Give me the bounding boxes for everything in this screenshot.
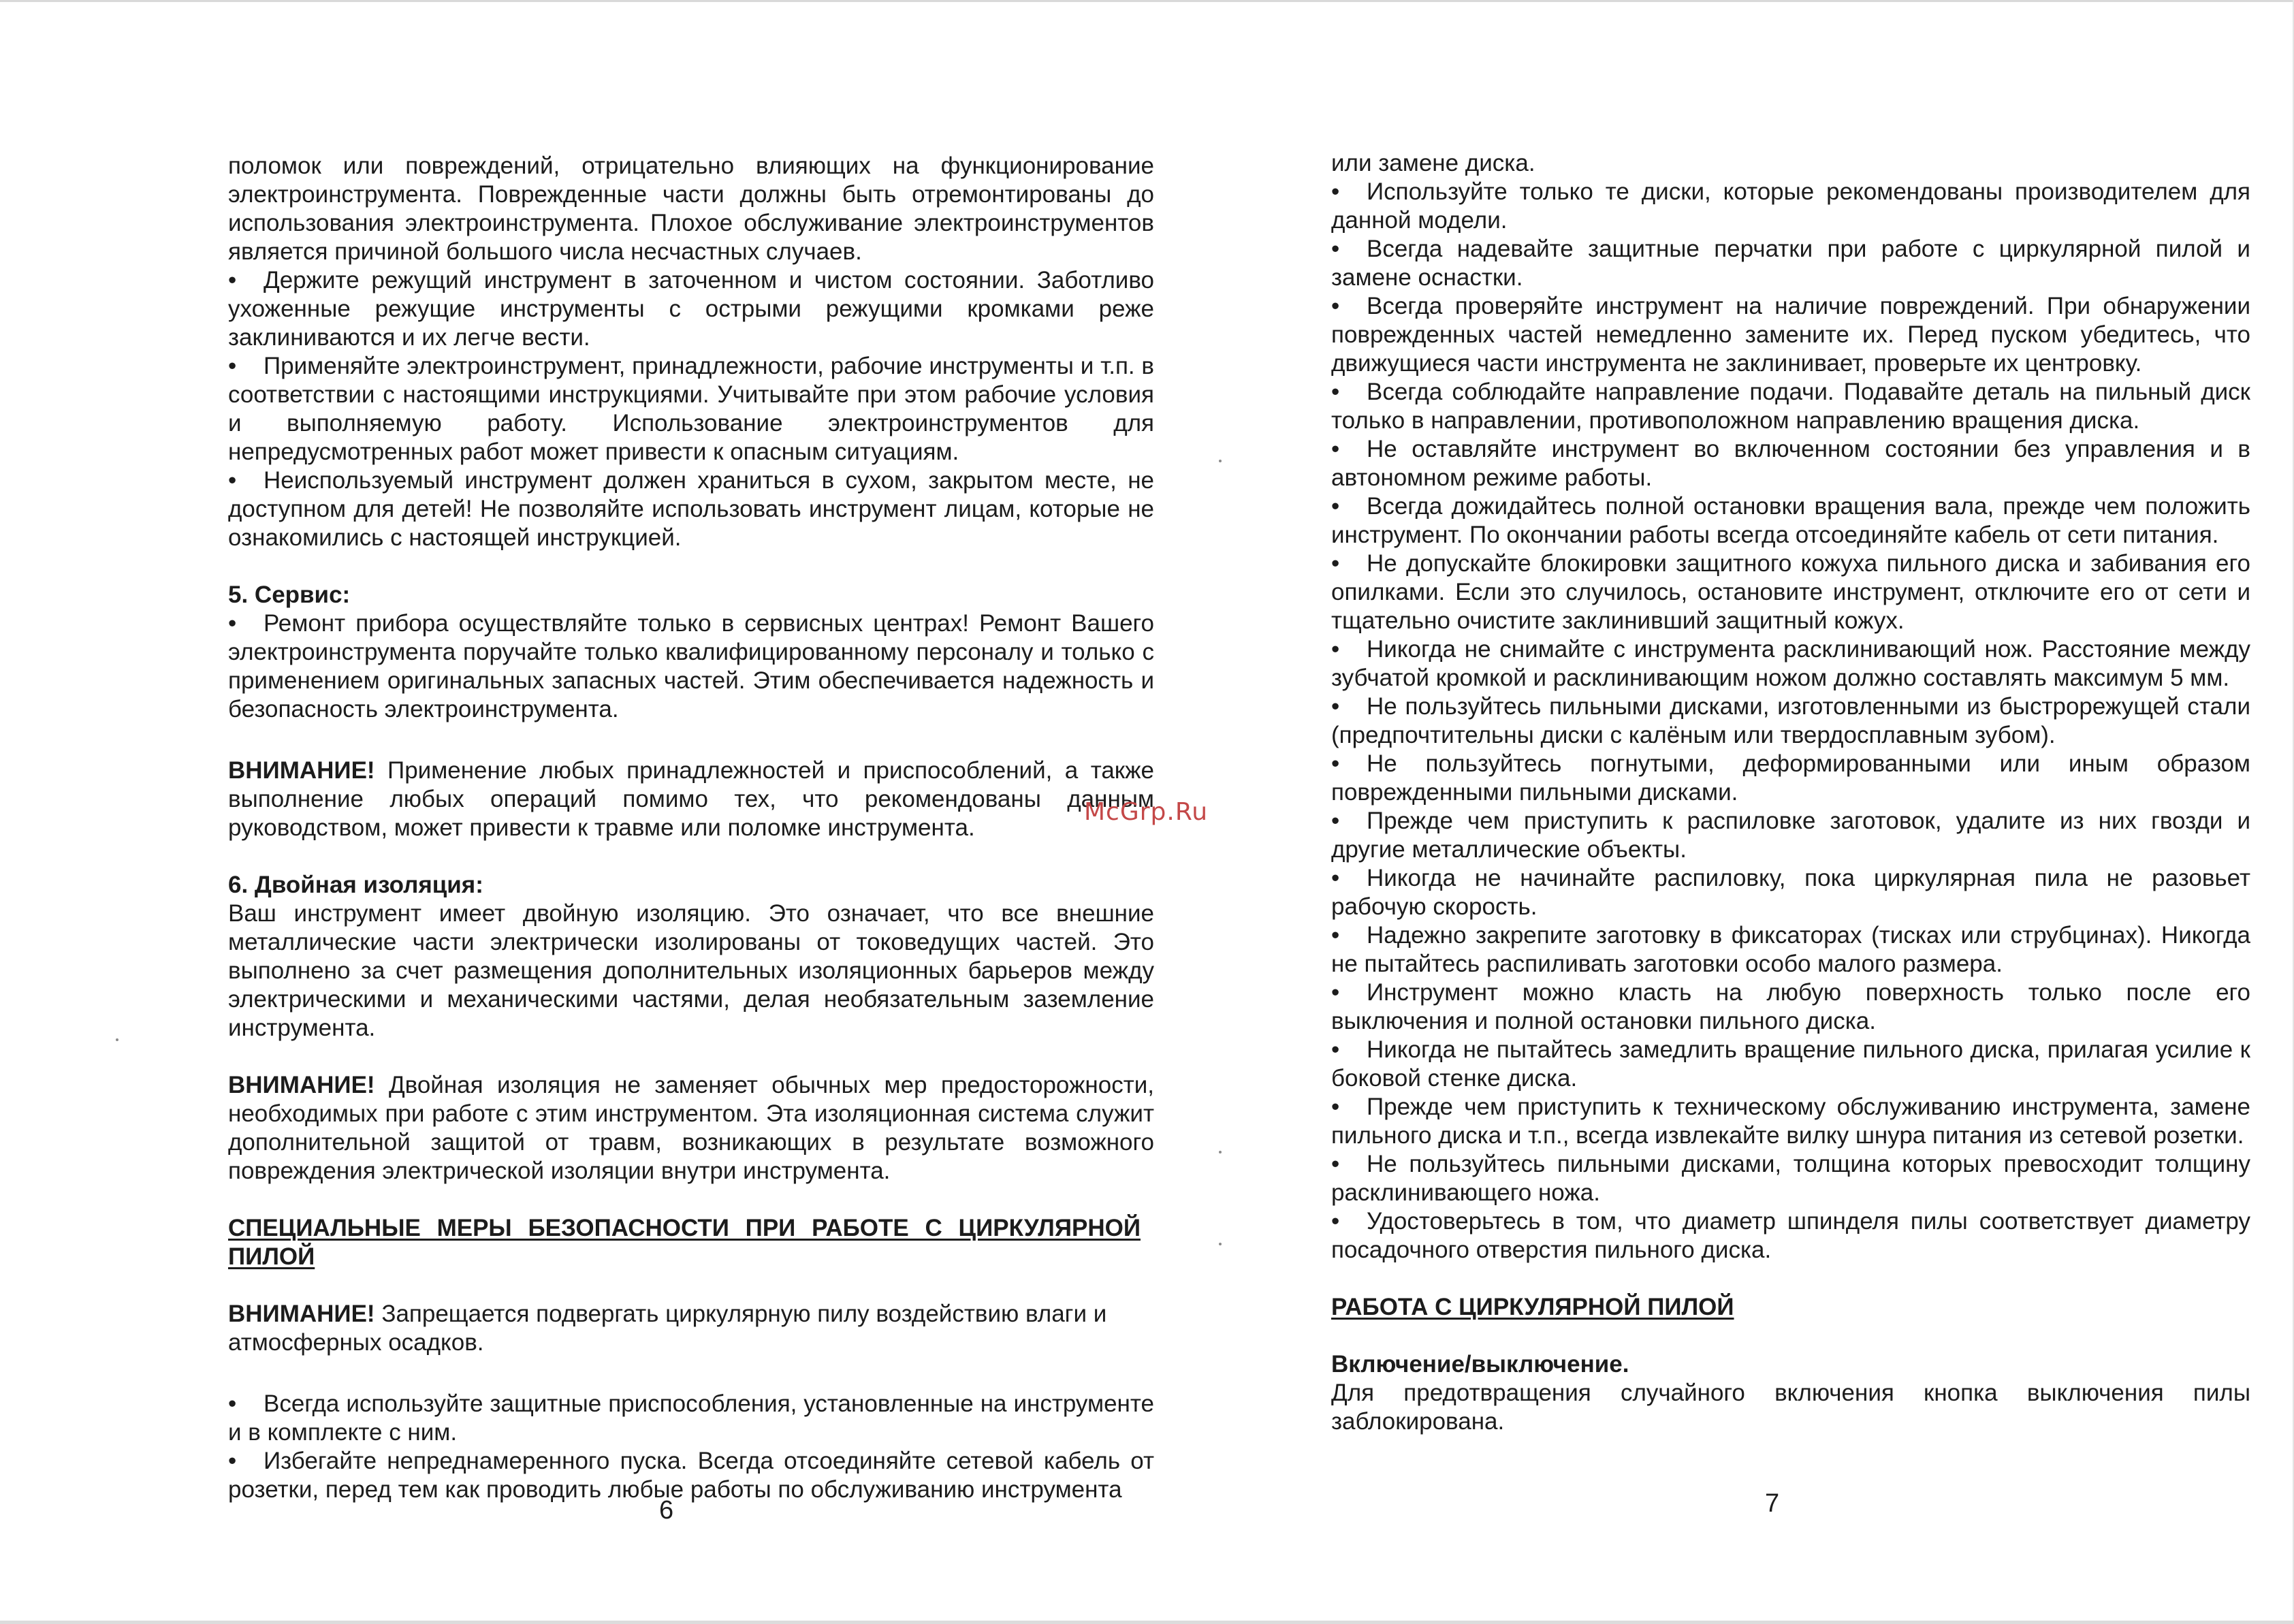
list-item: • Всегда надевайте защитные перчатки при работе с циркулярной пилой и замене оснастки. xyxy=(1331,236,2250,291)
bullet-glyph: • xyxy=(228,267,237,293)
top-edge xyxy=(0,0,2294,2)
warning-accessories: ВНИМАНИЕ! Применение любых принадлежностей и приспособлений, а также выполнение любых операций помимо тех, что рекомендованы данным руководством, может привести к травме или поломке инструмента. xyxy=(228,757,1154,841)
list-item: • Всегда дожидайтесь полной остановки вращения вала, прежде чем положить инструмент. По окончании работы всегда отсоединяйте кабель от сети питания. xyxy=(1331,493,2250,548)
list-item: • Никогда не пытайтесь замедлить вращение пильного диска, прилагая усилие к боковой стенке диска. xyxy=(1331,1036,2250,1092)
list-item: • Не пользуйтесь погнутыми, деформированными или иным образом поврежденными пильными дисками. xyxy=(1331,750,2250,806)
scan-speck xyxy=(1219,460,1222,462)
bullet-glyph: • xyxy=(1331,1036,1340,1063)
bullet-glyph: • xyxy=(1331,865,1340,891)
scan-speck xyxy=(1219,1151,1222,1153)
bullet-glyph: • xyxy=(1331,922,1340,949)
bullet-use-per-instructions: • Применяйте электроинструмент, принадлежности, рабочие инструменты и т.п. в соответствии с настоящими инструкциями. Учитывайте при этом рабочие условия и выполняемую работу. Использование электроинструментов для непредусмотренных работ может привести к опасным ситуациям. xyxy=(228,353,1154,465)
bullet-glyph: • xyxy=(1331,293,1340,319)
bullet-glyph: • xyxy=(1331,1151,1340,1177)
bullet-glyph: • xyxy=(1331,636,1340,663)
bottom-edge xyxy=(0,1621,2294,1624)
list-item: • Всегда соблюдайте направление подачи. Подавайте деталь на пильный диск только в направлении, противоположном направлению вращения диска. xyxy=(1331,379,2250,434)
on-off-heading: Включение/выключение. xyxy=(1331,1351,1629,1378)
list-item: • Удостоверьтесь в том, что диаметр шпинделя пилы соответствует диаметру посадочного отверстия пильного диска. xyxy=(1331,1208,2250,1263)
bullet-unintended-start: • Избегайте непреднамеренного пуска. Всегда отсоединяйте сетевой кабель от розетки, перед тем как проводить любые работы по обслуживанию инструмента xyxy=(228,1448,1154,1503)
bullet-glyph: • xyxy=(1331,693,1340,720)
bullet-glyph: • xyxy=(1331,236,1340,262)
list-item: • Инструмент можно класть на любую поверхность только после его выключения и полной остановки пильного диска. xyxy=(1331,979,2250,1034)
list-item: • Надежно закрепите заготовку в фиксаторах (тисках или струбцинах). Никогда не пытайтесь распиливать заготовки особо малого размера. xyxy=(1331,922,2250,977)
on-off-text: Для предотвращения случайного включения кнопка выключения пилы заблокирована. xyxy=(1331,1380,2250,1435)
list-item: • Не пользуйтесь пильными дисками, толщина которых превосходит толщину расклинивающего ножа. xyxy=(1331,1151,2250,1206)
list-item: • Никогда не начинайте распиловку, пока циркулярная пила не разовьет рабочую скорость. xyxy=(1331,865,2250,920)
scan-speck xyxy=(1219,1243,1222,1245)
bullet-glyph: • xyxy=(1331,750,1340,777)
bullet-glyph: • xyxy=(1331,436,1340,462)
bullet-glyph: • xyxy=(228,467,237,494)
left-para-continuation: поломок или повреждений, отрицательно влияющих на функционирование электроинструмента. Поврежденные части должны быть отремонтированы до использования электроинструмента. Плохое обслуживание электроинструментов является причиной большого числа несчастных случаев. xyxy=(228,153,1154,265)
warning-moisture: ВНИМАНИЕ! Запрещается подвергать циркулярную пилу воздействию влаги и атмосферных осадков. xyxy=(228,1301,1107,1356)
bullet-glyph: • xyxy=(1331,379,1340,405)
warning-label: ВНИМАНИЕ! xyxy=(228,1301,375,1327)
bullet-glyph: • xyxy=(1331,1094,1340,1120)
bullet-glyph: • xyxy=(1331,808,1340,834)
watermark-text: McGrp.Ru xyxy=(1084,798,1209,826)
warning-label: ВНИМАНИЕ! xyxy=(228,757,375,784)
service-heading: 5. Сервис: xyxy=(228,582,351,608)
right-continuation: или замене диска. xyxy=(1331,150,1535,176)
scan-speck xyxy=(116,1038,118,1041)
insulation-text: Ваш инструмент имеет двойную изоляцию. Это означает, что все внешние металлические части электрически изолированы от токоведущих частей. Это выполнено за счет размещения дополнительных изоляционных барьеров между электрическими и механическими частями, делая необязательным заземление инструмента. xyxy=(228,900,1154,1041)
list-item: • Прежде чем приступить к распиловке заготовок, удалите из них гвозди и другие металлические объекты. xyxy=(1331,808,2250,863)
bullet-sharp-tools: • Держите режущий инструмент в заточенном и чистом состоянии. Заботливо ухоженные режущие инструменты с острыми режущими кромками реже заклиниваются и их легче вести. xyxy=(228,267,1154,351)
work-with-saw-heading: РАБОТА С ЦИРКУЛЯРНОЙ ПИЛОЙ xyxy=(1331,1294,1734,1320)
list-item: • Не допускайте блокировки защитного кожуха пильного диска и забивания его опилками. Если это случилось, остановите инструмент, отключите его от сети и тщательно очистите заклинивший защитный кожух. xyxy=(1331,550,2250,634)
list-item: • Никогда не снимайте с инструмента расклинивающий нож. Расстояние между зубчатой кромкой и расклинивающим ножом должно составлять максимум 5 мм. xyxy=(1331,636,2250,691)
special-safety-heading: СПЕЦИАЛЬНЫЕ МЕРЫ БЕЗОПАСНОСТИ ПРИ РАБОТЕ С ЦИРКУЛЯРНОЙ ПИЛОЙ xyxy=(228,1215,1141,1270)
bullet-glyph: • xyxy=(1331,1208,1340,1235)
insulation-heading: 6. Двойная изоляция: xyxy=(228,872,483,898)
bullet-glyph: • xyxy=(228,610,237,637)
bullet-glyph: • xyxy=(1331,493,1340,520)
bullet-protective-devices: • Всегда используйте защитные приспособления, установленные на инструменте и в комплекте с ним. xyxy=(228,1390,1154,1446)
bullet-glyph: • xyxy=(1331,550,1340,577)
bullet-storage: • Неиспользуемый инструмент должен храниться в сухом, закрытом месте, не доступном для детей! Не позволяйте использовать инструмент лицам, которые не ознакомились с настоящей инструкцией. xyxy=(228,467,1154,551)
bullet-glyph: • xyxy=(228,353,237,379)
page-number-right: 7 xyxy=(1765,1489,1780,1518)
bullet-glyph: • xyxy=(228,1448,237,1474)
left-page-column xyxy=(228,152,1154,1504)
list-item: • Прежде чем приступить к техническому обслуживанию инструмента, замене пильного диска и т.п., всегда извлекайте вилку шнура питания из сетевой розетки. xyxy=(1331,1094,2250,1149)
right-page-column xyxy=(1331,149,2250,1436)
bullet-glyph: • xyxy=(1331,979,1340,1006)
bullet-glyph: • xyxy=(228,1390,237,1417)
list-item: • Не оставляйте инструмент во включенном состоянии без управления и в автономном режиме работы. xyxy=(1331,436,2250,491)
bullet-glyph: • xyxy=(1331,178,1340,205)
page-number-left: 6 xyxy=(659,1496,674,1525)
warning-label: ВНИМАНИЕ! xyxy=(228,1072,375,1098)
warning-insulation: ВНИМАНИЕ! Двойная изоляция не заменяет обычных мер предосторожности, необходимых при работе с этим инструментом. Эта изоляционная система служит дополнительной защитой от травм, возникающих в результате возможного повреждения электрической изоляции внутри инструмента. xyxy=(228,1072,1154,1184)
list-item: • Используйте только те диски, которые рекомендованы производителем для данной модели. xyxy=(1331,178,2250,234)
list-item: • Всегда проверяйте инструмент на наличие повреждений. При обнаружении поврежденных частей немедленно замените их. Перед пуском убедитесь, что движущиеся части инструмента не заклинивает, проверьте их центровку. xyxy=(1331,293,2250,377)
service-bullet: • Ремонт прибора осуществляйте только в сервисных центрах! Ремонт Вашего электроинструмента поручайте только квалифицированному персоналу и только с применением оригинальных запасных частей. Этим обеспечивается надежность и безопасность электроинструмента. xyxy=(228,610,1154,722)
list-item: • Не пользуйтесь пильными дисками, изготовленными из быстрорежущей стали (предпочтительны диски с калёным или твердосплавным зубом). xyxy=(1331,693,2250,748)
